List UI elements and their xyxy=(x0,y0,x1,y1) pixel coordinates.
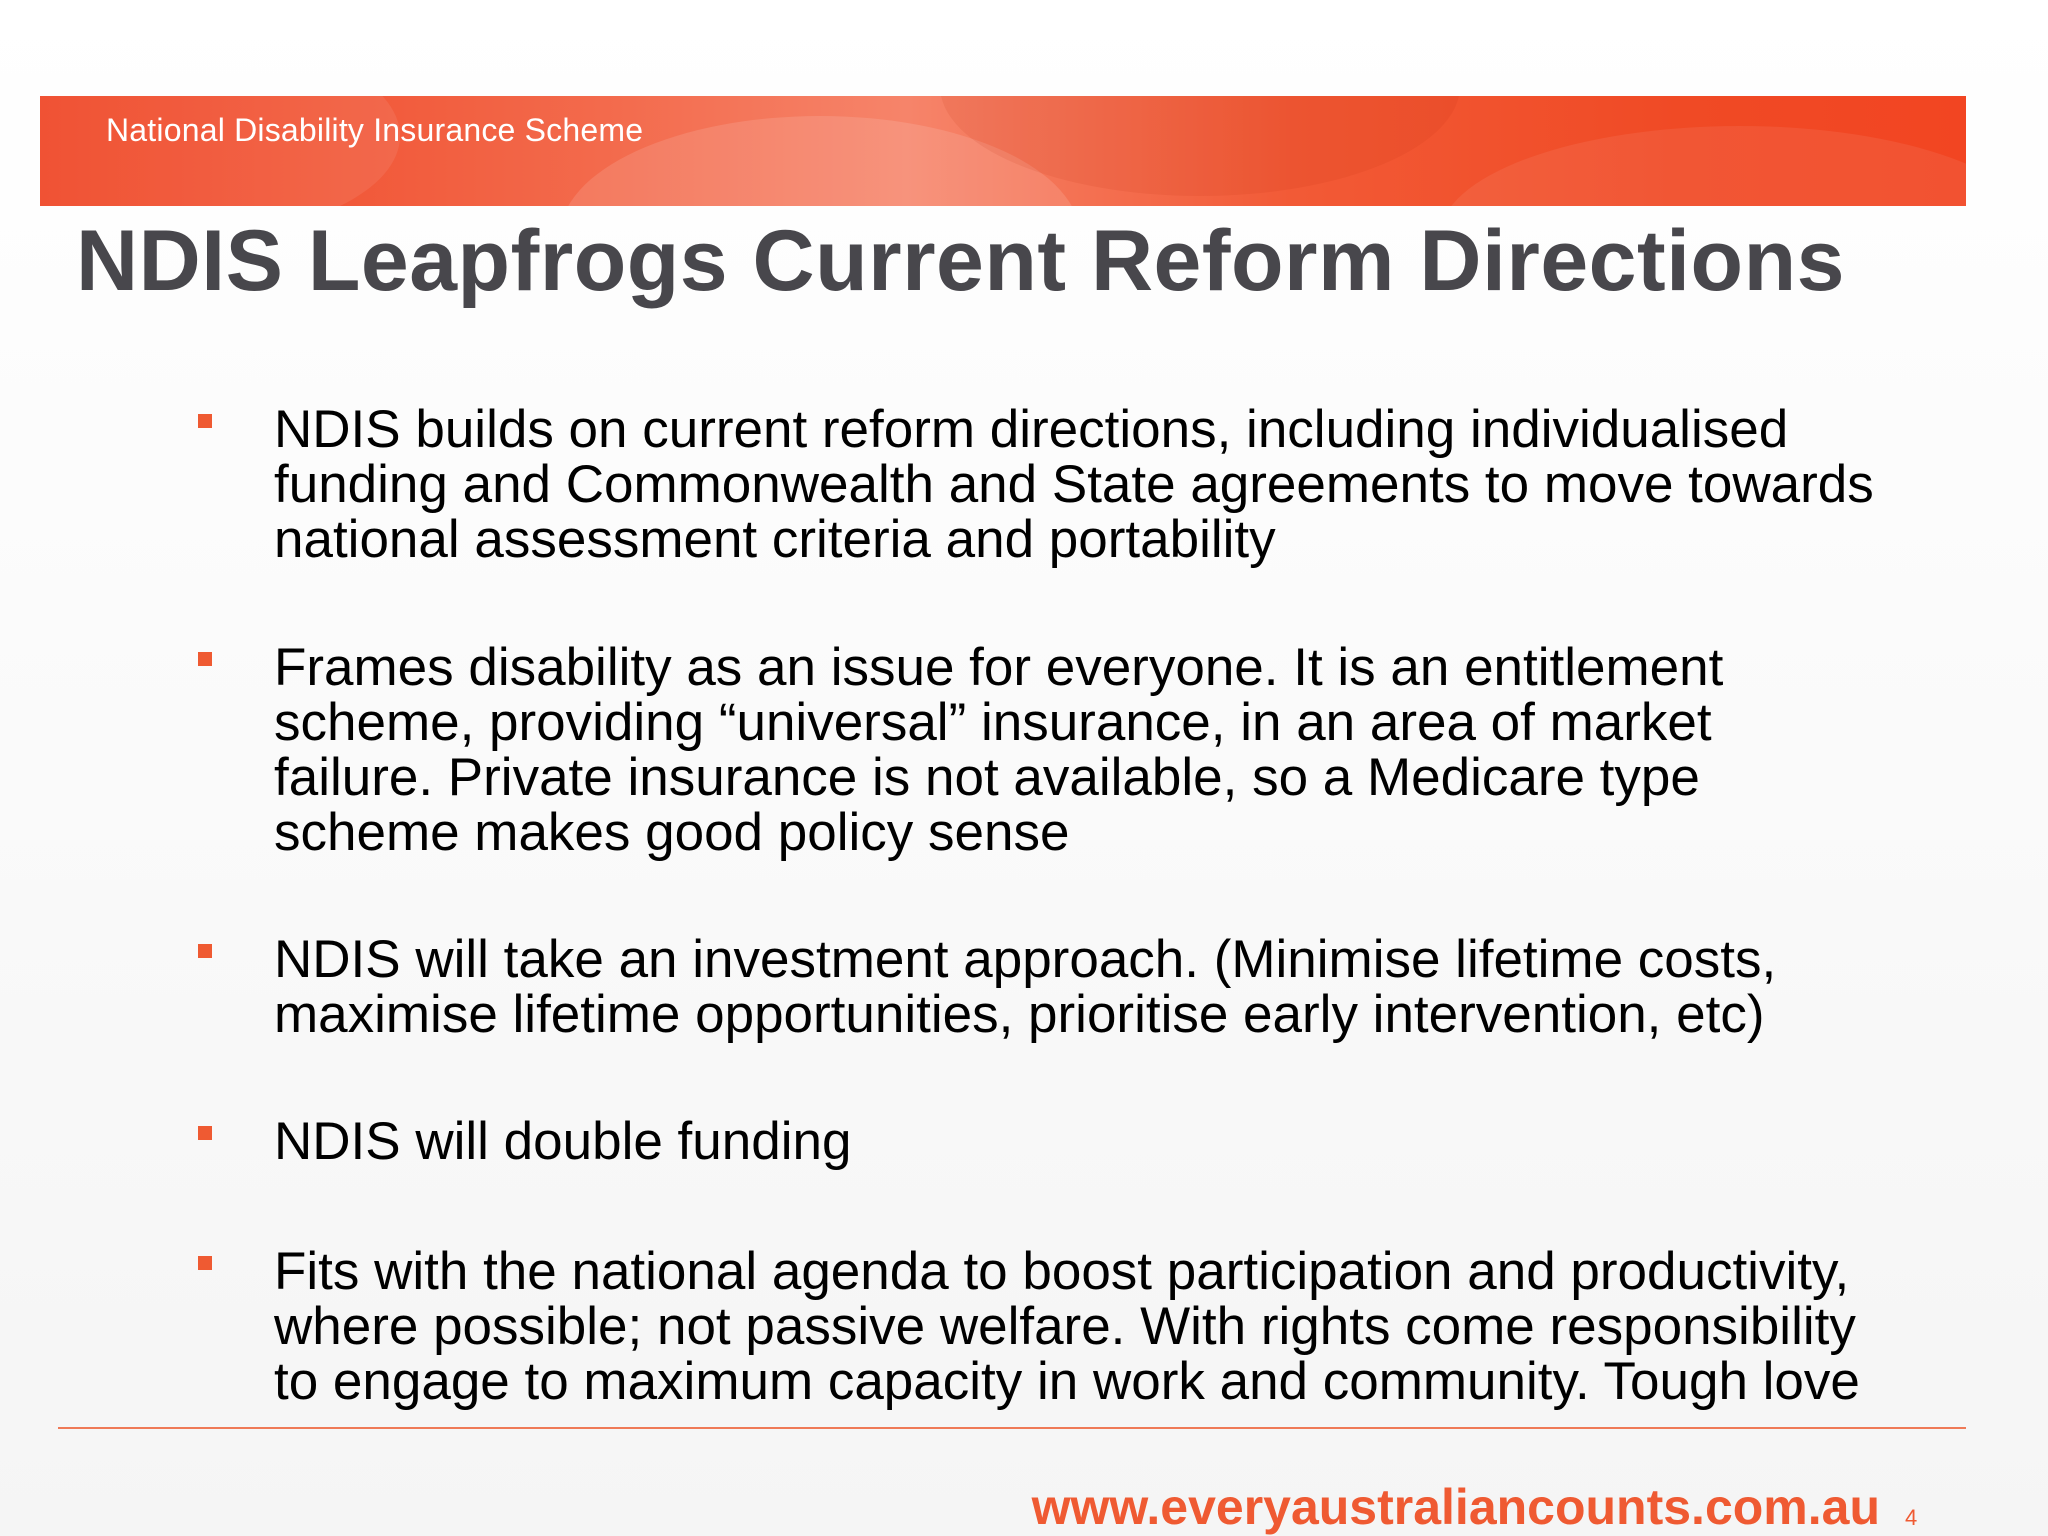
bullet-text: NDIS will double funding xyxy=(274,1112,852,1171)
bullet-text: Fits with the national agenda to boost participation and productivity, where possible; not passive welfare. With rights come responsibility to engage to maximum capacity in work and community. Tough love xyxy=(274,1242,1860,1411)
bullet-text: NDIS builds on current reform directions, including individualised funding and Commonwealth and State agreements to move towards national assessment criteria and portability xyxy=(274,400,1874,569)
banner-label: National Disability Insurance Scheme xyxy=(106,112,644,148)
square-bullet-icon xyxy=(198,414,212,428)
page-number: 4 xyxy=(1905,1505,1918,1530)
square-bullet-icon xyxy=(198,1126,212,1140)
banner-swirl xyxy=(1440,126,1966,206)
footer-url-link[interactable]: www.everyaustraliancounts.com.au xyxy=(1031,1479,1880,1535)
footer-divider xyxy=(58,1427,1966,1429)
square-bullet-icon xyxy=(198,944,212,958)
slide-title: NDIS Leapfrogs Current Reform Directions xyxy=(76,213,1845,309)
square-bullet-icon xyxy=(198,1256,212,1270)
header-banner xyxy=(40,96,1966,206)
square-bullet-icon xyxy=(198,652,212,666)
bullet-text: Frames disability as an issue for everyone. It is an entitlement scheme, providing “universal” insurance, in an area of market failure. Private insurance is not available, so a Medicare type scheme makes good policy sense xyxy=(274,638,1724,862)
bullet-text: NDIS will take an investment approach. (Minimise lifetime costs, maximise lifetime opportunities, prioritise early intervention, etc) xyxy=(274,930,1777,1044)
